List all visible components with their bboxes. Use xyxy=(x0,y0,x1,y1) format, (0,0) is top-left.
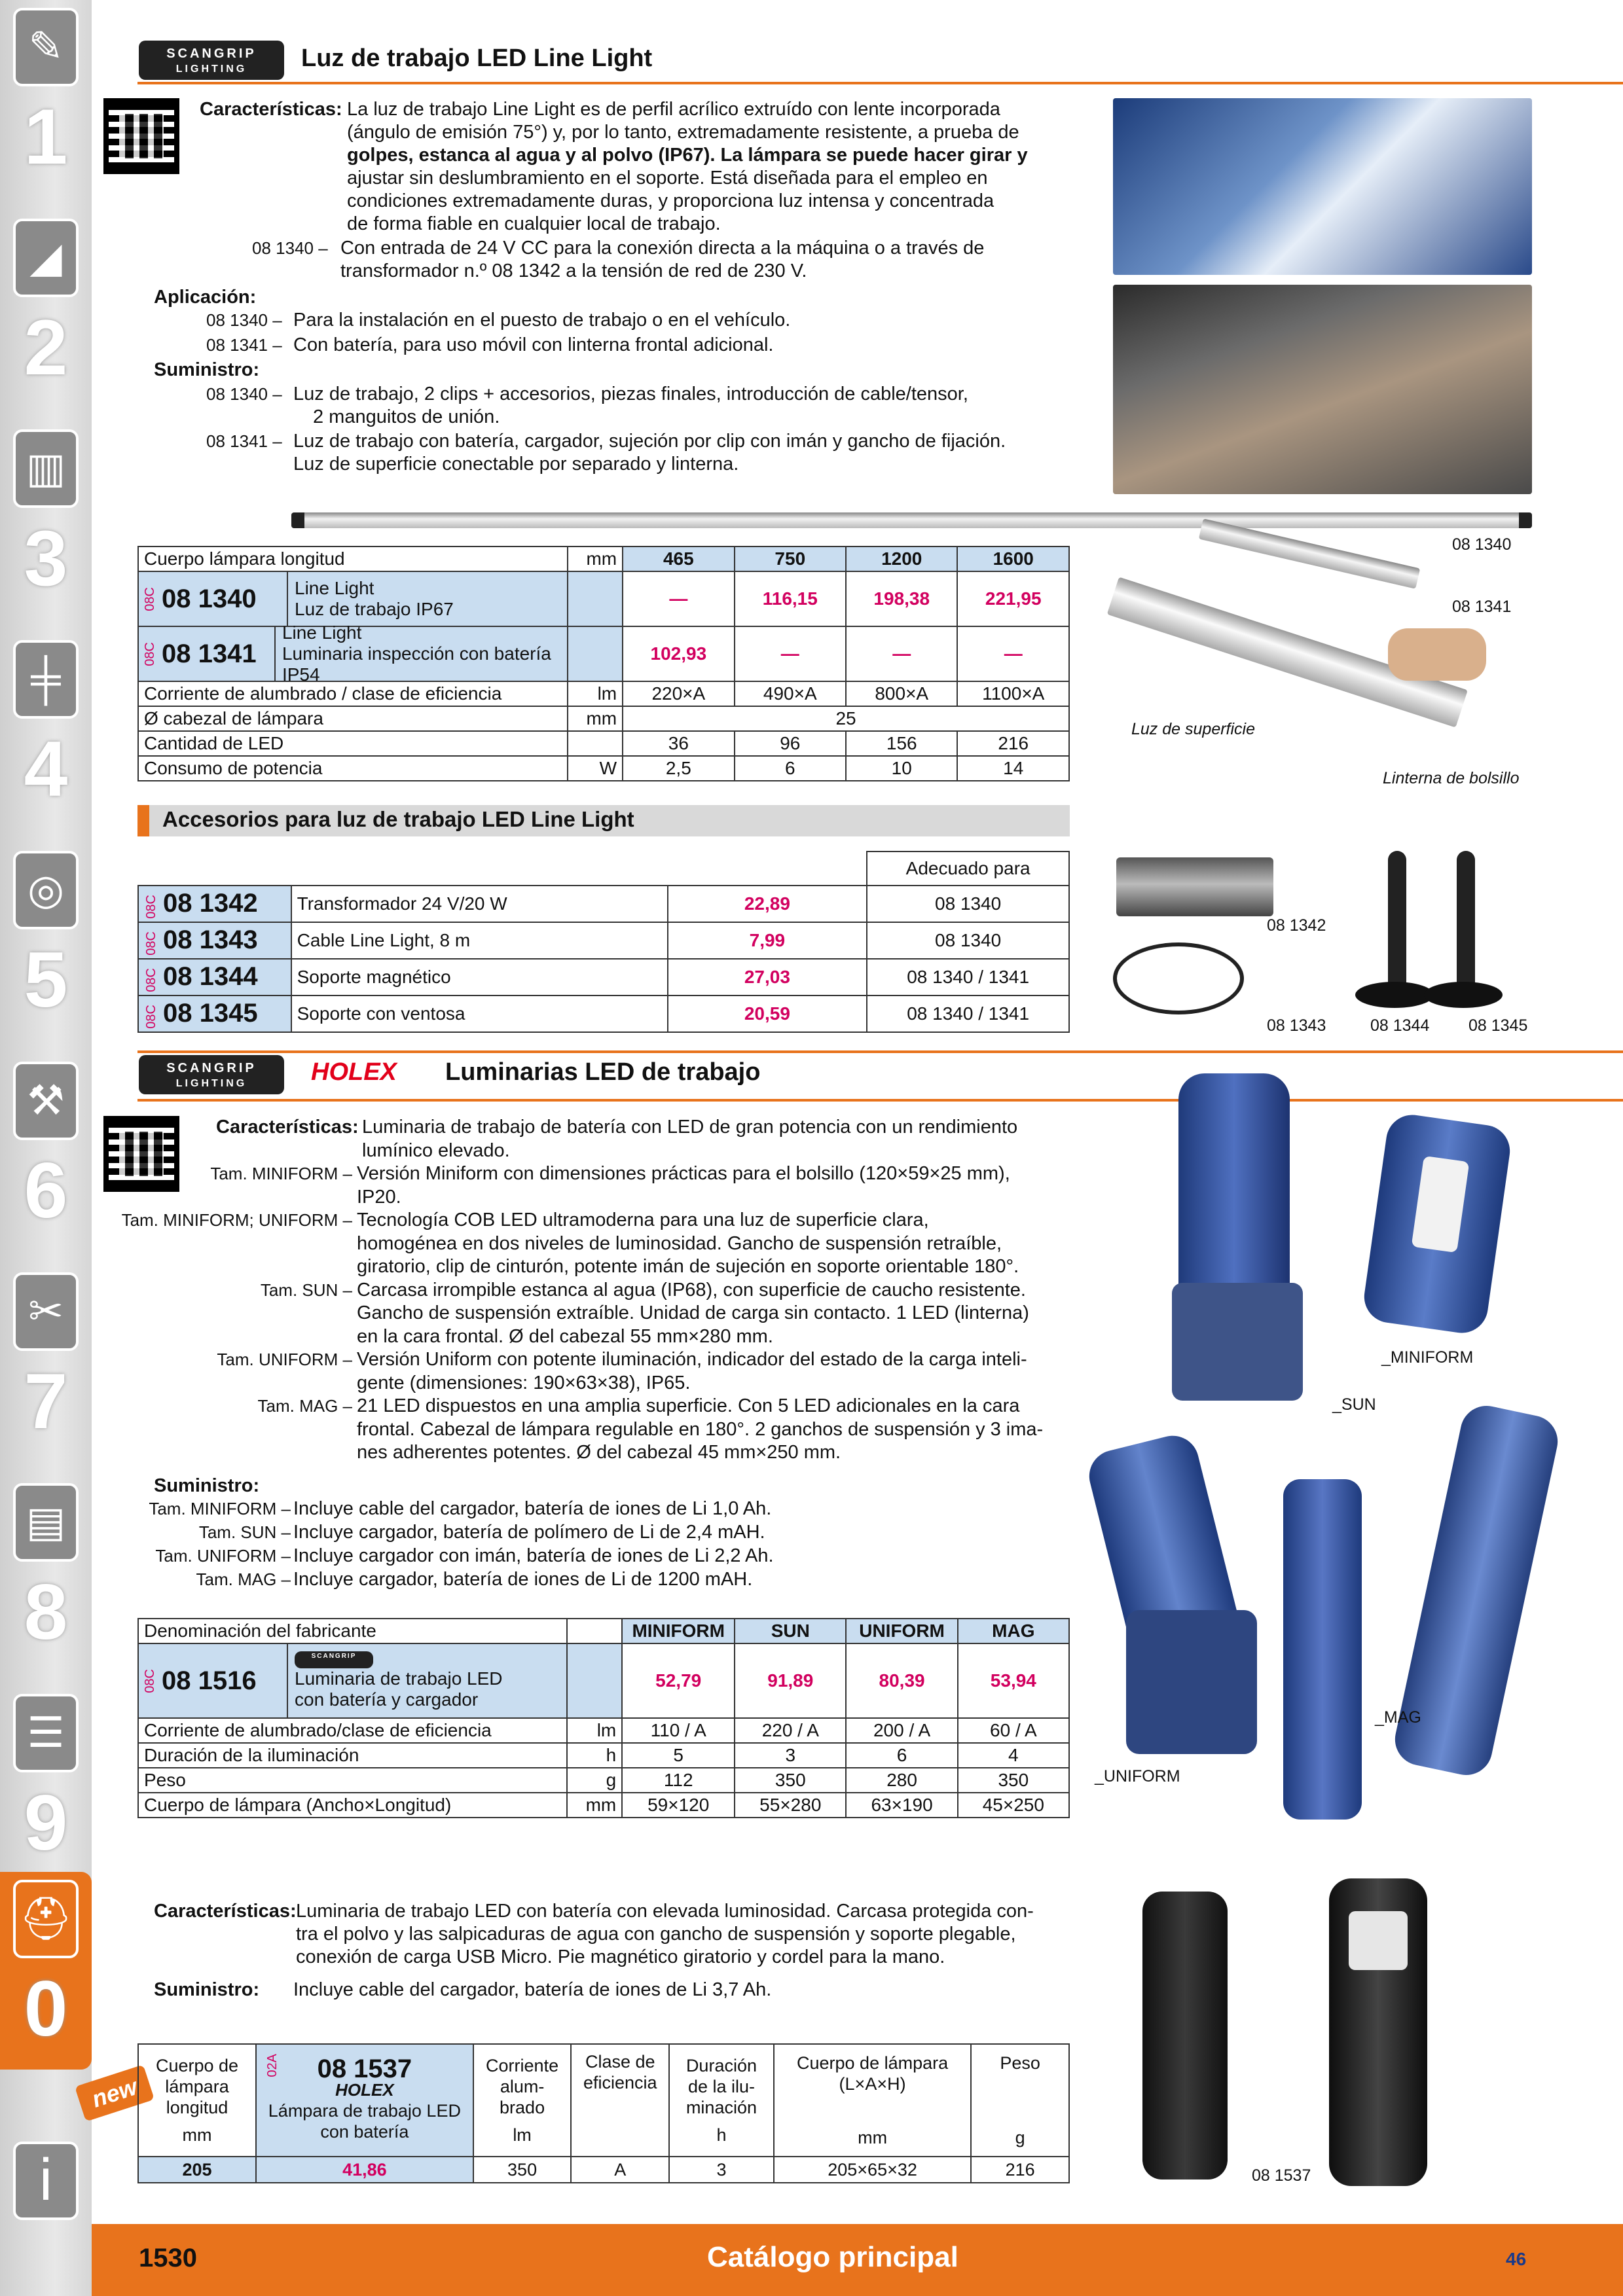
photo-suction-stand xyxy=(1457,851,1475,1001)
spec-row: Ø cabezal de lámpara mm 25 xyxy=(138,706,1069,731)
size-key: Tam. SUN – xyxy=(260,1280,352,1300)
photo-mag-light-front xyxy=(1283,1479,1362,1820)
tab-3[interactable]: ▥ 3 xyxy=(8,422,84,619)
supply-line: Incluye cable del cargador, batería de iones de Li 1,0 Ah. xyxy=(293,1498,772,1519)
scangrip-logo: SCANGRIP LIGHTING xyxy=(139,41,284,80)
feature-line: giratorio, clip de cinturón, potente imán de sujeción en soporte orientable 180°. xyxy=(357,1256,1019,1277)
features-text: Luminaria de trabajo LED con batería con elevada luminosidad. Carcasa protegida con- tra el polvo y las salpicaduras de agua con gancho de suspensión y soporte plegable, conexión de carga USB Micro. Pie magnético giratorio y cordel para la mano. xyxy=(296,1901,1034,1967)
feature-line: nes adherentes potentes. Ø del cabezal 45 mm×250 mm. xyxy=(357,1442,841,1463)
size-key: Tam. MINIFORM – xyxy=(210,1164,352,1183)
tab-1[interactable]: ✎ 1 xyxy=(8,0,84,198)
scangrip-logo: SCANGRIP LIGHTING xyxy=(139,1055,284,1094)
image-label: 08 1340 xyxy=(1452,535,1512,554)
tab-2[interactable]: ◢ 2 xyxy=(8,211,84,408)
feature-code-text: Con entrada de 24 V CC para la conexión directa a la máquina o a través de transformador n.º 08 1342 a la tensión de red de 230 V. xyxy=(340,238,985,281)
table-row: 08C 08 1345 Soporte con ventosa 20,59 08 1340 / 1341 xyxy=(138,996,1069,1032)
tab-9[interactable]: ☰ 9 xyxy=(8,1686,84,1884)
size-key: Tam. SUN – xyxy=(198,1522,291,1542)
image-label: 08 1342 xyxy=(1267,916,1326,935)
feature-line: Versión Miniform con dimensiones prácticas para el bolsillo (120×59×25 mm), xyxy=(357,1163,1010,1184)
tab-7[interactable]: ✂ 7 xyxy=(8,1265,84,1462)
photo-line-light-bar xyxy=(291,512,1532,528)
features-label: Características: xyxy=(154,1901,297,1922)
photo-sun-charger xyxy=(1172,1283,1303,1401)
image-label: _UNIFORM xyxy=(1095,1767,1180,1785)
feature-line: IP20. xyxy=(357,1186,401,1208)
feature-line: frontal. Cabezal de lámpara regulable en 180°. 2 ganchos de suspensión y 3 ima- xyxy=(357,1418,1044,1440)
feature-code: 08 1340 – xyxy=(252,238,328,258)
table-row: 08C 08 1340 Line Light Luz de trabajo IP67 — 116,15 198,38 221,95 xyxy=(138,571,1069,626)
table-row: 08C 08 1344 Soporte magnético 27,03 08 1340 / 1341 xyxy=(138,959,1069,996)
spec-row: Duración de la iluminación h 5 3 6 4 xyxy=(138,1743,1069,1768)
size-key: Tam. MINIFORM; UNIFORM – xyxy=(121,1210,352,1230)
spec-row: Peso g 112 350 280 350 xyxy=(138,1768,1069,1793)
features-label: Características: xyxy=(200,99,342,120)
spec-row: Corriente de alumbrado/clase de eficiencia lm 110 / A 220 / A 200 / A 60 / A xyxy=(138,1718,1069,1743)
supply-label: Suministro: xyxy=(154,1475,260,1496)
supply-label: Suministro: xyxy=(154,359,260,380)
toolbox-icon: ▤ xyxy=(13,1483,79,1562)
supply-line: Incluye cargador, batería de polímero de Li de 2,4 mAH. xyxy=(293,1522,765,1543)
section-title: Luz de trabajo LED Line Light xyxy=(301,45,653,72)
image-label: 08 1343 xyxy=(1267,1016,1326,1035)
photo-magnetic-base xyxy=(1355,982,1434,1008)
tab-8[interactable]: ▤ 8 xyxy=(8,1475,84,1673)
accessories-title: Accesorios para luz de trabajo LED Line Light xyxy=(162,807,634,831)
table-row: 08C 08 1342 Transformador 24 V/20 W 22,89 08 1340 xyxy=(138,886,1069,922)
photo-holex-lamp-led xyxy=(1349,1911,1408,1970)
tab-6[interactable]: ⚒ 6 xyxy=(8,1054,84,1251)
spec-row: Cuerpo de lámpara (Ancho×Longitud) mm 59×120 55×280 63×190 45×250 xyxy=(138,1793,1069,1818)
photo-uniform-charger xyxy=(1126,1610,1257,1754)
image-label: Luz de superficie xyxy=(1131,720,1256,738)
photo-line-light-tube xyxy=(1199,518,1420,589)
feature-line: Versión Uniform con potente iluminación, indicador del estado de la carga inteli- xyxy=(357,1349,1027,1370)
cutting-tool-icon: ◢ xyxy=(13,219,79,297)
features-text: La luz de trabajo Line Light es de perfil acrílico extruído con lente incorporada (ángulo de emisión 75°) y, por lo tanto, extremadamente resistente, a prueba de golpes, estanca al agua y al polvo (IP67). La lámpara se puede hacer girar y ajustar sin deslumbramiento en el soporte. Está diseñada para el empleo en condiciones extremadamente duras, y proporciona luz intensa y concentrada de forma fiable en cualquier local de trabajo. xyxy=(347,99,1028,234)
supply-code-2: 08 1341 – xyxy=(206,431,282,451)
work-lights-table: Denominación del fabricante MINIFORM SUN UNIFORM MAG 08C 08 1516 SCANGRIP Luminaria de trabajo LED con batería y cargador 52,79 91,89 80,39 53,94 Corriente de alumbrado/clase de eficiencia lm 110 / A 220 / A 200 / A 60 / A Duración de la iluminación h 5 3 6 4 Peso g 112 350 280 350 Cuerpo de lámpara (Ancho×Longitud) mm 59×120 55×280 63×190 45×250 xyxy=(137,1618,1070,1818)
wrench-icon: ⚒ xyxy=(13,1062,79,1140)
section-title: Luminarias LED de trabajo xyxy=(445,1058,761,1086)
supply-text-1: Luz de trabajo, 2 clips + accesorios, piezas finales, introducción de cable/tensor, 2 manguitos de unión. xyxy=(293,384,968,427)
image-label: 08 1341 xyxy=(1452,598,1512,616)
feature-line: Gancho de suspensión extraíble. Unidad de carga sin contacto. 1 LED (linterna) xyxy=(357,1302,1029,1323)
page-number: 1530 xyxy=(139,2244,197,2272)
table-row: 08C 08 1516 SCANGRIP Luminaria de trabajo LED con batería y cargador 52,79 91,89 80,39 53,94 xyxy=(138,1643,1069,1718)
photo-hand xyxy=(1388,628,1486,681)
size-key: Tam. MINIFORM – xyxy=(149,1499,291,1518)
spec-row: Consumo de potencia W 2,5 6 10 14 xyxy=(138,756,1069,781)
photo-holex-lamp-side xyxy=(1142,1892,1228,2179)
supply-line: Incluye cargador con imán, batería de iones de Li 2,2 Ah. xyxy=(293,1545,774,1566)
supply-text-2: Luz de trabajo con batería, cargador, sujeción por clip con imán y gancho de fijación. Luz de superficie conectable por separado y linterna. xyxy=(293,431,1006,475)
size-key: Tam. MAG – xyxy=(257,1396,352,1416)
tab-0[interactable]: ⛑ 0 xyxy=(0,1872,92,2070)
cabinet-icon: ☰ xyxy=(13,1694,79,1772)
drill-bit-icon: ✎ xyxy=(13,8,79,86)
safety-equipment-icon: ⛑ xyxy=(13,1880,79,1958)
supply-label: Suministro: xyxy=(154,1979,260,2000)
holex-lamp-table: Cuerpo de lámpara longitud mm 02A 08 1537 HOLEX Lámpara de trabajo LED con batería Corriente alum- brado lm Clase de eficiencia Duración de la ilu- minación h Cuerpo de lámpara (L×A×H) mm Peso g 205 41,86 350 A 3 205×65×32 216 xyxy=(137,2043,1070,2183)
holex-logo: HOLEX xyxy=(311,1058,397,1086)
size-key: Tam. UNIFORM – xyxy=(217,1350,352,1369)
photo-transformer xyxy=(1116,857,1273,916)
image-label: 08 1345 xyxy=(1468,1016,1528,1035)
tab-5[interactable]: ◎ 5 xyxy=(8,843,84,1041)
application-label: Aplicación: xyxy=(154,287,257,308)
photo-line-light-machine xyxy=(1113,285,1532,494)
tab-4[interactable]: ╪ 4 xyxy=(8,632,84,830)
image-label: _MAG xyxy=(1375,1708,1421,1727)
app-text-1: Para la instalación en el puesto de trabajo o en el vehículo. xyxy=(293,310,791,331)
chapter-tab-bar xyxy=(0,0,92,2296)
photo-line-light-panel xyxy=(1113,98,1532,275)
qr-code[interactable] xyxy=(103,98,179,174)
page-footer xyxy=(92,2224,1623,2296)
scangrip-logo-small: SCANGRIP xyxy=(295,1651,373,1668)
app-text-2: Con batería, para uso móvil con linterna frontal adicional. xyxy=(293,334,774,355)
pliers-icon: ✂ xyxy=(13,1272,79,1351)
size-key: Tam. UNIFORM – xyxy=(155,1546,291,1566)
feature-line: homogénea en dos niveles de luminosidad. Gancho de suspensión retraíble, xyxy=(357,1232,1002,1254)
new-badge: new xyxy=(75,2064,155,2121)
chuck-icon: ▥ xyxy=(13,429,79,508)
image-label: 08 1537 xyxy=(1252,2166,1311,2185)
image-label: _SUN xyxy=(1332,1395,1376,1414)
line-light-table: Cuerpo lámpara longitud mm 465 750 1200 1600 08C 08 1340 Line Light Luz de trabajo IP67 — 116,15 198,38 221,95 08C 08 1341 Line Light Luminaria inspección con batería IP54 102,93 — — — Corriente de alumbrado / clase de eficiencia lm 220×A 490×A 800×A 1100×A Ø cabezal de lámpara mm 25 Cantidad de LED 36 96 156 216 Consumo de potencia W 2,5 6 10 14 xyxy=(137,546,1070,781)
feature-line: lumínico elevado. xyxy=(362,1139,510,1161)
features-label: Características: xyxy=(216,1117,359,1138)
supply-text: Incluye cable del cargador, batería de iones de Li 3,7 Ah. xyxy=(293,1979,772,2000)
feature-line: Carcasa irrompible estanca al agua (IP68), con superficie de caucho resistente. xyxy=(357,1279,1026,1300)
size-key: Tam. MAG – xyxy=(196,1570,291,1589)
catalog-title: Catálogo principal xyxy=(707,2241,958,2273)
spec-row: Corriente de alumbrado / clase de eficiencia lm 220×A 490×A 800×A 1100×A xyxy=(138,681,1069,706)
feature-line: gente (dimensiones: 190×63×38), IP65. xyxy=(357,1372,691,1393)
feature-line: 21 LED dispuestos en una amplia superficie. Con 5 LED adicionales en la cara xyxy=(357,1395,1020,1416)
app-code-1: 08 1340 – xyxy=(206,310,282,330)
feature-line: Luminaria de trabajo de batería con LED de gran potencia con un rendimiento xyxy=(362,1117,1018,1138)
spec-row: Cantidad de LED 36 96 156 216 xyxy=(138,731,1069,756)
table-row: 08C 08 1341 Line Light Luminaria inspección con batería IP54 102,93 — — — xyxy=(138,626,1069,681)
photo-cable xyxy=(1113,942,1244,1014)
photo-suction-base xyxy=(1424,982,1503,1008)
table-row: 205 41,86 350 A 3 205×65×32 216 xyxy=(138,2157,1069,2183)
tab-info[interactable] xyxy=(8,2134,84,2225)
image-label: 08 1344 xyxy=(1370,1016,1430,1035)
info-icon: i xyxy=(13,2142,79,2220)
feature-line: en la cara frontal. Ø del cabezal 55 mm×280 mm. xyxy=(357,1325,773,1347)
holex-logo-small: HOLEX xyxy=(335,2080,394,2100)
saw-blade-icon: ◎ xyxy=(13,851,79,929)
app-code-2: 08 1341 – xyxy=(206,335,282,355)
accessories-table: Adecuado para 08C 08 1342 Transformador 24 V/20 W 22,89 08 1340 08C 08 1343 Cable Line Light, 8 m 7,99 08 1340 08C 08 1344 Soporte magnético 27,03 08 1340 / 1341 08C 08 1345 Soporte con ventosa 20,59 08 1340 / 1341 xyxy=(137,851,1070,1033)
supply-code-1: 08 1340 – xyxy=(206,384,282,404)
table-row: 08C 08 1343 Cable Line Light, 8 m 7,99 08 1340 xyxy=(138,922,1069,959)
footer-number: 46 xyxy=(1506,2249,1527,2269)
image-label: Linterna de bolsillo xyxy=(1383,769,1520,787)
photo-magnetic-stand xyxy=(1388,851,1406,1001)
caliper-icon: ╪ xyxy=(13,640,79,719)
image-label: _MINIFORM xyxy=(1381,1348,1474,1367)
supply-line: Incluye cargador, batería de iones de Li de 1200 mAH. xyxy=(293,1569,753,1590)
feature-line: Tecnología COB LED ultramoderna para una luz de superficie clara, xyxy=(357,1210,929,1230)
